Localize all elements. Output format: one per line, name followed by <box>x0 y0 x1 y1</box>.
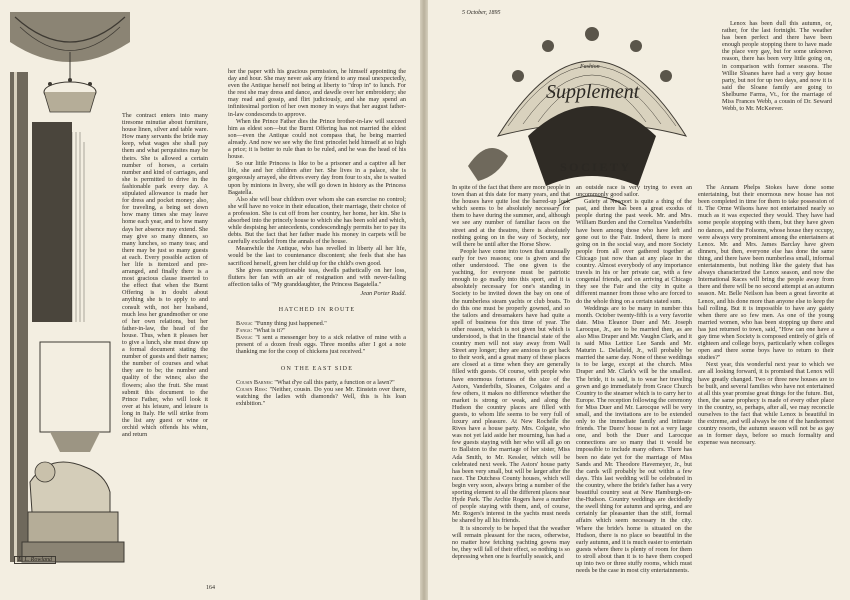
article-paragraph: her the paper with his gracious permission, he himself appointing the day and hour. She may never ask any friend to any meal unexpectedly, even the Antique herself not being at liberty to "drop in" to lunch. For the rest she may dress and dance, and dawdle over her embroidery; she may read and gossip, and flirt judiciously, and she may spend an infinitesimal portion of her own money in ways that her august father-in-law condescends to approve. <box>228 68 406 118</box>
dialogue-line: Cousin Ress: "Neither, cousin. Do you see Mr. Einstein over there, watching the ladies with diamonds? Well, this is his loan exhibition." <box>236 385 406 407</box>
section-heading-hatched: HATCHED IN ROUTE <box>278 307 356 313</box>
right-column-2 <box>576 184 692 579</box>
section-title-society: SOCIETY <box>560 160 632 174</box>
artist-signature: L. L. Rowland <box>14 556 56 564</box>
author-signature: Jean Porter Rudd. <box>360 289 406 297</box>
dialogue-line: Fangs: "What is it?" <box>236 327 286 335</box>
page-number: 164 <box>206 585 215 591</box>
article-paragraph: People have come into town that unusually early for two reasons; one is given and the other understood. The one given is the yachting, for everyone must be patriotic enough to go madly into this sport, and it is absolutely necessary for one's standing in Society to be invited down the bay on one of the numberless steam yachts or club boats. To do this one must be properly gowned, and so the tailors and dressmakers have had quite a spell of business for this time of year. The other reason, which is not given but which is understood, is that in the financial state of the country men will not stay away from Wall Street any longer; they are anxious to get back to their work, and a great many of these places are closed at a time when they are generally filled with guests. Of course, with people who have enormous fortunes of the size of the Astors, Vanderbilts, Sloanes, Colgates and a few others, it makes no difference whether the market is strong or weak, and along the Hudson the country places are filled with guests, to whom life seems to be very full of luxury and pleasure. At New Rochelle the Rives have a house party. Mrs. Colgate, who was not yet laid aside her mourning, has had a few guests staying with her who will all go on to Ballston to the marriage of her sister, Miss Ada Smith, to Mr. Kessler, which will be celebrated next week. The Astors' house party has been very small, but will be larger after the race. The Dutchess County houses, which will begin very soon, always bring a number of the sporting element to all the different places near Hyde Park. The Archie Rogers have a number of people staying with them, and, of course, Mr. Rogers's interest in the yachts must needs be shared by all his friends. <box>452 247 570 525</box>
article-paragraph: Next year, this wonderful next year to which we are all looking forward, it is promised that Lenox will have greatly changed. Two or three new houses are to be built, and several families who have not entertained at all this year promise great things for the future. But, then, the same prophecy is made of every other place in the country, so, perhaps, after all, we may reconcile ourselves to the fact that while Lenox is beautiful in the extreme, and will always be one of the handsomest country resorts, the autumn season will not be as gay as in former days, before so much formality and expense was necessary. <box>698 361 834 447</box>
article-paragraph: Weddings are to be many in number this month. October twenty-fifth is a very favorite date. Miss Eleanor Duer and Mr. Joseph Larocque, Jr., are to be married then, as are also Miss Draper and Mr. Vaughn Clark, and it is said Miss Lettice Lee Sands and Mr. Maturin L. Delafield, Jr., will probably be married the same day. None of these weddings is to be large, except at the church. Miss Draper and Mr. Clark's will be the smallest. The bride, it is said, is to wear her traveling gown and go immediately from Grace Church Country to the steamer which is to carry her to Europe. The reception following the ceremony for Miss Duer and Mr. Larocque will be very small, and the invitations are to be extended only to the immediate family and intimate friends. The Duers' house is not a very large one, and both the Duer and Larocque connections are so many that it would be impossible to include many others. There has been no date yet for the marriage of Miss Sands and Mr. Theodore Havemeyer, Jr., but the cards will probably be out within a few days. This last wedding will be celebrated in the country, where the bride's father has a very beautiful country seat at New Hamburgh-on-the-Hudson. Country weddings are decidedly the swell thing for autumn and spring, and are certainly far pleasanter than the stiff, formal affairs which seem necessary in the city. Where the bride's home is situated on the Hudson, there is no place so beautiful in the early autumn, and it is much easier to entertain guests where there is plenty of room for them to stroll about than it is to have them cooped up into two or three stuffy rooms, which must needs be the case in most city entertainments. <box>576 304 692 575</box>
binding-gutter <box>420 0 428 600</box>
left-column-2 <box>228 68 406 568</box>
article-paragraph: Lenox has been dull this autumn, or, rather, for the last fortnight. The weather has been perfect and there have been enough people stopping there to have made the place very gay, but for some unknown reason, there has been very little going on, in comparison with former seasons. The Willie Sloanes have had a very gay house party, but not for up two days, and now it is said the Sloane family are going to Shelburne Farms, Vt., for the marriage of Miss Frances Webb, a cousin of Dr. Seward Webb, to Mr. McKeever. <box>722 20 832 113</box>
dialogue-hatched <box>228 320 406 355</box>
dialogue-line: Cousin Barnes: "What d'ye call this party, a function or a lawn?" <box>236 378 395 386</box>
section-heading-east-side: ON THE EAST SIDE <box>280 365 354 372</box>
article-paragraph: So our little Princess is like to be a prisoner and a captive all her life, she and her children after her. She lives in a palace, she is gorgeously arrayed, she drives every day from four to six, she is waited upon by minions in livery, she will go down in history as the Princess Bagatella. <box>228 160 406 196</box>
article-paragraph: an outside race is very trying to even an uncommonly good sailor. <box>576 184 692 199</box>
left-column-1 <box>12 112 208 542</box>
article-paragraph: The Annam Phelps Stokes have done some entertaining, but their enormous new house has not been completed in time for them to take possession of it. The Orme Wilsons have not entertained nearly so much as it was expected they would. They have had some people stopping with them, but they have given no dances, and the Folsoms, whose house they occupy, were always very prominent among the entertainers at Lenox. Mr. and Mrs. James Barclay have given dinners, but then, everyone else has done the same thing, and there have been numberless small, informal entertainments, but nothing like the gaiety that has always characterized the Lenox season, and now the International Races will bring the people away from there and there will be no second attempt at an autumn season. Mr. Belle Neilson has been a great favorite at Lenox, and his done more than anyone else to keep the ball rolling. But it is impossible to have any gaiety when there are so few men. As one of the young married women, who has been stopping up there and has just returned to town, said, "How can one have a gay time when Society is composed entirely of girls of eighteen and college boys, particularly when colleges open and there some boys have to return to their studies?" <box>698 184 834 362</box>
emblem-title: Supplement <box>546 81 640 103</box>
article-paragraph: When the Prince Father dies the Prince brother-in-law will succeed him as eldest son—but the Burnt Offering has not married the eldest son—even the Antique could not compass that, he being married already. And now we see why the first princelet held himself at so high a price; it is better to rule than to be ruled, and he was the head of his house. <box>228 117 406 161</box>
right-column-3 <box>698 184 834 579</box>
article-paragraph: It is sincerely to be hoped that the weather will remain pleasant for the races, otherwise, no matter how fetching yachting gowns may be, they will fall of their effect, so nothing is so depressing when one is fearfully seasick, and <box>452 524 570 560</box>
article-paragraph: The contract enters into many tiresome minutiæ about furniture, house linen, silver and table ware. How many servants the bride may keep, what wages she shall pay them and what perquisites may be theirs. She is allowed a certain number of horses, a certain number and kind of carriages, and she is permitted to drive in the fashionable park every day. A stipulated allowance is made her for dress and pocket money; also, for traveling, a being set down how many times she may leave home each year, and to how many days her absence may extend. She may give so many dinners, so many lunches, so many teas; and there may be just so many guests at each. Every possible action of her life is itemized and pre-arranged, and finally there is a most gracious clause inserted to the effect that when the Burnt Offering is in doubt about anything she is to apply to and consult with, not her husband, much less her grandmother or one of her own relations, but her father-in-law, the head of the house. Thus, when it pleases her to give a lunch, she must draw up a formal document stating the number of guests and their names; the number of courses and what they are to be; the number and quality of the wines; also the flowers; also the fruit. She must submit this document to the Prince Father, who will look it over at his leisure, and leisure is long in Italy. He will strike from the list any guest or wine or orchid which offends his whim, and return <box>122 112 208 439</box>
right-column-3-top <box>722 20 832 180</box>
article-paragraph-lead: In spite of the fact that there are more people in town than at this date for many years, and that the houses have quite lost the barred-up look which seems to be absolutely necessary for them to have during the summer, and, although we see any number of familiar faces on the street and at the theatres, there is absolutely nothing going on in the way of Society, nor will there be until after the Horse Show. <box>452 184 570 248</box>
article-paragraph: Gaiety at Newport is quite a thing of the past, and there has been a great exodus of people during the past week. Mr. and Mrs. William Burden and the Cornelius Vanderbilts have been among those who have left and gone out to the Fair. Indeed, there is more going on in the social way, and more Society people from all over gathered together at Chicago just now than at any place in the country. Almost everybody of any importance travels in his or her private car, with a few congenial friends, and on arriving at Chicago they see the Fair and the city in quite a different manner from those who are forced to do the whole thing on a certain stated sum. <box>576 198 692 305</box>
article-paragraph: Meanwhile the Antique, who has revelled in liberty all her life, would be the last to countenance discontent; she feels that she has sacrificed herself, given her child up for the child's own good. <box>228 245 406 267</box>
dialogue-east-side <box>228 379 406 407</box>
article-paragraph: She gives unexceptionable teas, dwells pathetically on her loss, flutters her fan with an air of resignation and with never-failing affection talks of "My granddaughter, the Princess Bagatella." <box>228 266 406 288</box>
emblem-subtitle: Fashion <box>580 64 600 70</box>
right-column-1 <box>452 184 570 579</box>
dialogue-line: Bangs: "Funny thing just happened." <box>236 320 327 328</box>
left-page <box>0 0 420 600</box>
issue-date: 5 October, 1895 <box>462 10 501 16</box>
article-paragraph: Also she will bear children over whom she can exercise no control; she will have no voice in their education, their marriage, their choice of a profession. She is cut off from her country, her home, her kin. She is absorbed into the princely house to which she has been sold and which, while despising her antecedents, condescendingly permits her to pay its debts. But the fact that her father made his money in carpets will be carefully excluded from the annals of the house. <box>228 195 406 246</box>
dialogue-line: Bangs: "I sent a messenger boy to a sick relative of mine with a present of a dozen fresh eggs. Three months after I got a note thanking me for the coop of chickens just received." <box>236 334 406 356</box>
